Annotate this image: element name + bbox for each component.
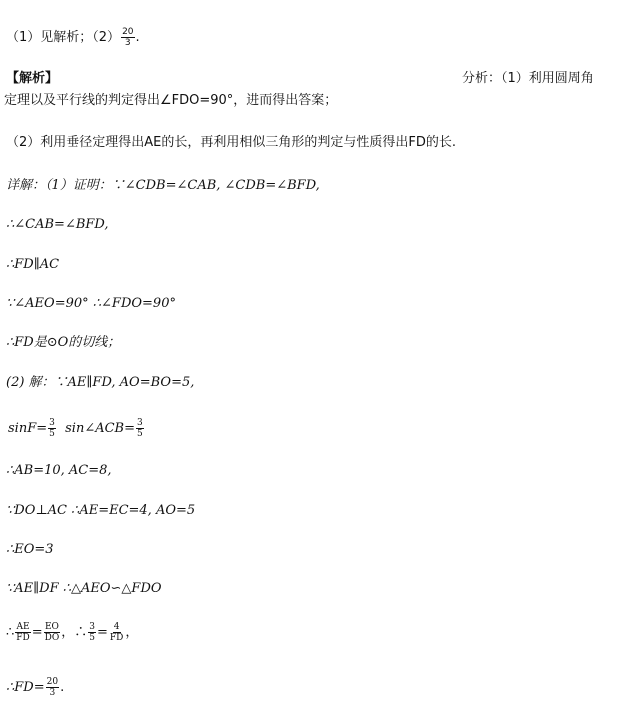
analysis-p1-prefix: （1）利用圆周角 bbox=[501, 71, 594, 86]
solution-line-3: ∴FD∥AC bbox=[6, 257, 60, 272]
ratio-eo-do: $\frac{EO}{DO}$ bbox=[44, 622, 60, 643]
solution-line-10: ∴EO=3 bbox=[6, 542, 54, 557]
solution-line-11: ∵AE∥DF ∴△AEO∽△FDO bbox=[6, 581, 162, 596]
solution-line-4: ∵∠AEO=90° ∴∠FDO=90° bbox=[6, 296, 176, 311]
solution-line-5: ∴FD是⊙O的切线； bbox=[6, 335, 121, 350]
ratio-3-5: $\frac{3}{5}$ bbox=[89, 622, 96, 643]
solution-line-6: (2) 解：∵AE∥FD, AO=BO=5, bbox=[6, 375, 195, 390]
analysis-heading: 【解析】 bbox=[6, 71, 59, 86]
solution-line-12: ∴ $\frac{AE}{FD}$ = $\frac{EO}{DO}$ ，∴ $\frac{3}{5}$ = $\frac{4}{FD}$ ， bbox=[6, 622, 139, 643]
solution-line-1: 详解：（1）证明：∵∠CDB=∠CAB, ∠CDB=∠BFD, bbox=[6, 178, 320, 193]
ratio-4-fd: $\frac{4}{FD}$ bbox=[109, 622, 124, 643]
fd-result-fraction: $\frac{20}{3}$ bbox=[46, 677, 59, 698]
analysis-p2: （2）利用垂径定理得出AE的长，再利用相似三角形的判定与性质得出FD的长. bbox=[6, 135, 456, 150]
answer-part1: （1）见解析； bbox=[6, 30, 93, 45]
analysis-label: 分析： bbox=[462, 71, 502, 86]
solution-line-2: ∴∠CAB=∠BFD, bbox=[6, 217, 109, 232]
answer-fraction: $\frac{20}{3}$ bbox=[122, 27, 134, 48]
ratio-ae-fd: $\frac{AE}{FD}$ bbox=[16, 622, 30, 643]
analysis-label-line bbox=[462, 70, 594, 88]
solution-line-7: sinF= $\frac{3}{5}$ sin∠ACB= $\frac{3}{5}$ bbox=[8, 418, 143, 439]
solution-line-8: ∴AB=10, AC=8, bbox=[6, 463, 112, 478]
sinacb-fraction: $\frac{3}{5}$ bbox=[137, 418, 143, 439]
solution-line-13: ∴FD= $\frac{20}{3}$ . bbox=[6, 677, 65, 698]
answer-line: （1）见解析；（2） $\frac{20}{3}$ . bbox=[6, 27, 140, 48]
answer-part2-prefix: （2） bbox=[92, 30, 121, 45]
sinf-fraction: $\frac{3}{5}$ bbox=[49, 418, 55, 439]
solution-line-9: ∵DO⊥AC ∴AE=EC=4, AO=5 bbox=[6, 503, 196, 518]
analysis-p1-line2: 定理以及平行线的判定得出∠FDO=90°，进而得出答案； bbox=[4, 93, 338, 108]
